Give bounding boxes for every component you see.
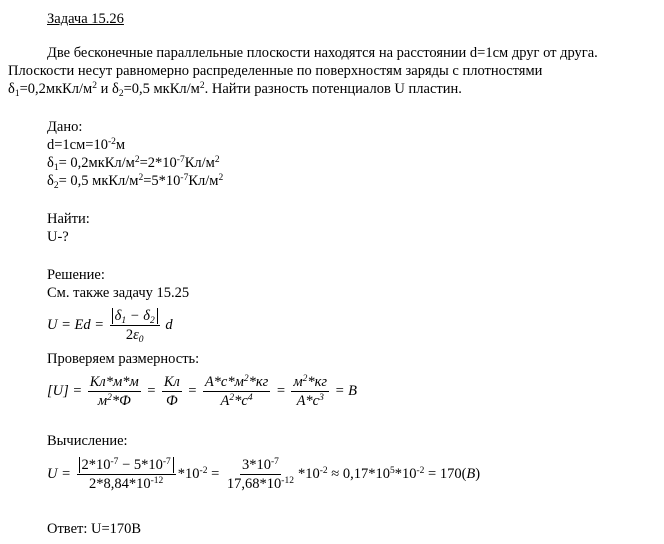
units-formula: [U] = $\frac{Кл*м*м}{м^2*Ф}$ = $\frac{Кл}{Ф}$ = $\frac{А*с*м^2*кг}{А^2*с^4}$ = $\frac{м^2*кг}{А*с^3}$ = В (47, 373, 357, 409)
find-value: U-? (47, 229, 69, 245)
given-delta1: $\delta_1=$ $0,2мкКл/м^2=2*10^{-7}Кл/м^2$ (47, 155, 220, 173)
calc-heading: Вычисление: (47, 433, 128, 449)
given-d: $d=1см=10^{-2}м$ (47, 137, 126, 153)
problem-line-2: Плоскости несут равномерно распределенные по поверхностям заряды с плотностями (8, 63, 543, 79)
main-formula: U = Ed = $\frac{\delta_1 - \delta_2}{2\varepsilon_0}$ d (47, 307, 173, 345)
problem-title: Задача 15.26 (47, 11, 124, 27)
find-heading: Найти: (47, 211, 90, 227)
calc-formula: U = $\frac{2*10^{-7} - 5*10^{-7}}{2*8,84*10^{-12}}$ $*10^{-2}$ = $\frac{3*10^{-7}}{17,68*10^{-12}}$ $*10^{-2} \approx 0,17*10^5*10^{-2} = 170$( В ) (47, 456, 481, 492)
given-delta2: $\delta_2= 0,5$ мкКл/$м^2=5*10^{-7}Кл/м^2$ (47, 173, 224, 191)
solution-heading: Решение: (47, 267, 105, 283)
given-heading: Дано: (47, 119, 83, 135)
answer-text: Ответ: U=170В (47, 521, 142, 537)
problem-line-3: $\delta_1=0,2мкКл/м^2$ и $\delta_2=0,5$ мкКл/$м^2$. Найти разность потенциалов U пластин. (8, 81, 462, 99)
see-also-text: См. также задачу 15.25 (47, 285, 190, 301)
check-units-text: Проверяем размерность: (47, 351, 200, 367)
problem-line-1: Две бесконечные параллельные плоскости находятся на расстоянии d=1см друг от друга. (47, 45, 598, 61)
